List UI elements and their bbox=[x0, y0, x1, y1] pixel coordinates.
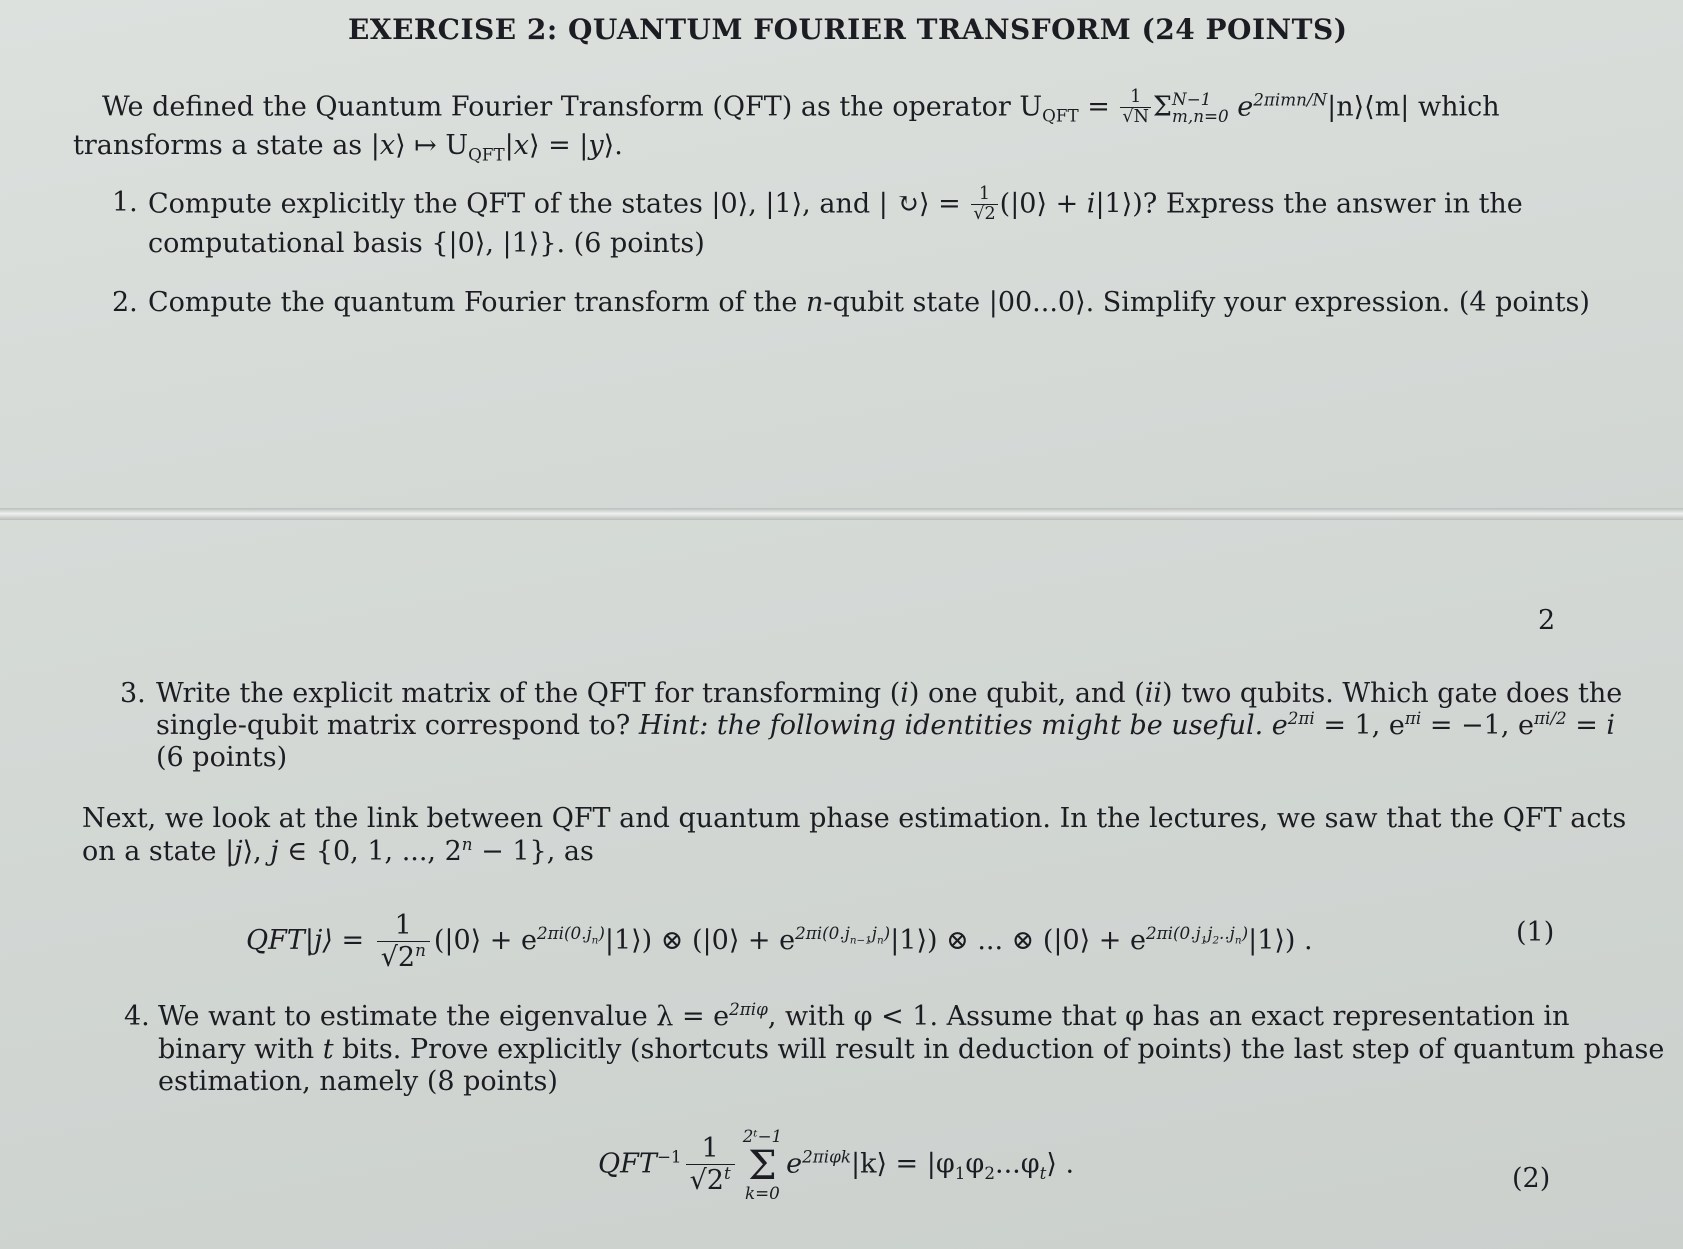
equation-1 bbox=[246, 910, 1313, 973]
eq2-sub2: 2 bbox=[984, 1162, 995, 1183]
eq1-exp3: 2πi(0.j1j2..jn) bbox=[1145, 923, 1249, 947]
question-4-line-1 bbox=[158, 999, 1569, 1035]
identity-sup-1: 2πi bbox=[1287, 708, 1315, 728]
question-4-line-2 bbox=[158, 1032, 1664, 1068]
question-3-line-3: (6 points) bbox=[156, 742, 288, 773]
q2-text: Compute the quantum Fourier transform of the bbox=[148, 287, 806, 318]
which-word: which bbox=[1409, 91, 1500, 123]
question-4-line-3: estimation, namely (8 points) bbox=[158, 1066, 558, 1097]
next-paragraph-line-1: Next, we look at the link between QFT and quantum phase estimation. In the lectures, we saw that the QFT acts bbox=[82, 803, 1627, 834]
eq1-term1: (|0⟩ + e bbox=[433, 925, 537, 957]
one-over-sqrt-n: $\frac{1}{√N}$ bbox=[1122, 87, 1149, 128]
question-1-line-1 bbox=[148, 185, 1523, 225]
qft-subscript: QFT bbox=[1042, 105, 1079, 126]
n-var: n bbox=[805, 287, 824, 318]
eq2-phi3: ...φ bbox=[994, 1148, 1040, 1180]
question-3-line-2 bbox=[156, 708, 1615, 744]
n-sup: n bbox=[461, 834, 473, 854]
eq2-phi2: φ bbox=[965, 1148, 985, 1180]
equation-2 bbox=[598, 1128, 1074, 1202]
intro-text: We defined the Quantum Fourier Transform (QFT) as the operator U bbox=[102, 91, 1043, 123]
intro-line2-text: transforms a state as | bbox=[73, 130, 380, 161]
eq1-fraction: $\frac{1}{√2^n}$ bbox=[377, 910, 430, 973]
maps-to: ⟩ ↦ U bbox=[395, 130, 469, 161]
q4-text: We want to estimate the eigenvalue λ = e bbox=[158, 1001, 730, 1032]
j-var-2: j bbox=[270, 836, 279, 867]
intro-line-1 bbox=[102, 88, 1500, 128]
eq1-term3: |1⟩) ⊗ ... ⊗ (|0⟩ + e bbox=[890, 925, 1146, 957]
question-1-line-2: computational basis {|0⟩, |1⟩}. (6 points) bbox=[148, 228, 705, 259]
next-text: on a state | bbox=[82, 836, 235, 867]
eq2-inverse: −1 bbox=[656, 1146, 682, 1167]
eq1-term2: |1⟩) ⊗ (|0⟩ + e bbox=[604, 925, 796, 957]
next-text-b: ⟩, bbox=[242, 836, 271, 867]
q3-text-c: ) two qubits. Which gate does the bbox=[1162, 678, 1623, 709]
exercise-title: EXERCISE 2: QUANTUM FOURIER TRANSFORM (24 POINTS) bbox=[348, 13, 1348, 46]
eq1-exp2: 2πi(0.jn−1jn) bbox=[795, 923, 891, 947]
eq2-sub3: t bbox=[1039, 1162, 1047, 1183]
identity-rest-3: = bbox=[1566, 710, 1607, 741]
q4-line2: binary with bbox=[158, 1034, 323, 1065]
eq2-end: ⟩ . bbox=[1046, 1148, 1075, 1180]
eq2-sum: 2ᵗ−1 Σ k=0 bbox=[742, 1126, 783, 1204]
identity-sup-2: πi bbox=[1404, 708, 1422, 728]
q1-text-b: (|0⟩ + bbox=[999, 188, 1087, 220]
eq2-lhs: QFT bbox=[598, 1148, 657, 1180]
q2-text-b: -qubit state |00...0⟩. Simplify your expression. (4 points) bbox=[823, 287, 1590, 318]
question-2-number: 2. bbox=[112, 287, 138, 318]
roman-ii: ii bbox=[1144, 678, 1163, 709]
j-var: j bbox=[234, 836, 243, 867]
q3-line2: single-qubit matrix correspond to? bbox=[156, 710, 639, 741]
equation-1-label: (1) bbox=[1516, 917, 1555, 948]
roman-i: i bbox=[900, 678, 909, 709]
eq1-equals: = bbox=[332, 925, 373, 957]
identity-sup-3: πi/2 bbox=[1533, 708, 1567, 728]
intro-line-2 bbox=[73, 128, 623, 164]
q4-line2-b: bits. Prove explicitly (shortcuts will result in deduction of points) the last step of quantum phase bbox=[333, 1034, 1665, 1065]
eq2-e: e bbox=[786, 1148, 803, 1180]
question-4-number: 4. bbox=[124, 1001, 150, 1032]
eq1-term-end: |1⟩) . bbox=[1248, 925, 1313, 957]
qft-subscript-2: QFT bbox=[468, 144, 505, 165]
sum-limits: N−1 m,n=0 bbox=[1172, 89, 1229, 126]
page-number: 2 bbox=[1538, 605, 1556, 636]
x-var-2: x bbox=[513, 130, 529, 161]
question-3-line-1 bbox=[156, 676, 1622, 712]
next-text-c: ∈ {0, 1, ..., 2 bbox=[278, 836, 462, 867]
next-text-d: − 1}, as bbox=[472, 836, 594, 867]
identity-rest-2: = −1, e bbox=[1421, 710, 1534, 741]
equation-2-label: (2) bbox=[1512, 1163, 1551, 1194]
exp-base: e bbox=[1228, 91, 1254, 123]
eq2-fraction: $\frac{1}{√2^t}$ bbox=[686, 1133, 735, 1196]
exp-power: 2πimn/N bbox=[1253, 89, 1328, 110]
imag-unit: i bbox=[1086, 188, 1096, 220]
t-var: t bbox=[322, 1034, 334, 1065]
q3-text-b: ) one qubit, and ( bbox=[908, 678, 1145, 709]
q4-exp: 2πiφ bbox=[729, 999, 768, 1019]
ket-end: ⟩. bbox=[603, 130, 623, 161]
outer-product: |n⟩⟨m| bbox=[1327, 91, 1410, 123]
bar: | bbox=[504, 130, 514, 161]
question-1-number: 1. bbox=[112, 187, 138, 218]
equals: = bbox=[1078, 91, 1119, 123]
next-paragraph-line-2 bbox=[82, 834, 594, 870]
identity-e1: e bbox=[1263, 710, 1288, 741]
identity-rest-1: = 1, e bbox=[1314, 710, 1405, 741]
q1-text: Compute explicitly the QFT of the states |0⟩, |1⟩, and | ↻⟩ = bbox=[148, 188, 970, 220]
q1-text-c: |1⟩)? Express the answer in the bbox=[1095, 188, 1523, 220]
q3-text: Write the explicit matrix of the QFT for transforming ( bbox=[156, 678, 901, 709]
y-var: y bbox=[588, 130, 604, 161]
eq1-exp1: 2πi(0.jn) bbox=[536, 923, 605, 947]
q4-text-b: , with φ < 1. Assume that φ has an exact representation in bbox=[767, 1001, 1570, 1032]
hint-text: Hint: the following identities might be useful. bbox=[638, 710, 1264, 741]
eq2-exp: 2πiφk bbox=[802, 1146, 851, 1167]
identity-i: i bbox=[1606, 710, 1616, 741]
sum-symbol: Σ bbox=[1152, 91, 1173, 123]
x-var: x bbox=[379, 130, 396, 161]
eq2-sub1: 1 bbox=[954, 1162, 966, 1183]
question-3-number: 3. bbox=[120, 678, 146, 709]
question-2-text bbox=[148, 285, 1590, 321]
equals-ket: ⟩ = | bbox=[528, 130, 589, 161]
eq2-rest: |k⟩ = |φ bbox=[850, 1148, 955, 1180]
eq1-lhs: QFT|j⟩ bbox=[246, 925, 333, 957]
one-over-sqrt-2: $\frac{1}{√2}$ bbox=[973, 184, 996, 225]
